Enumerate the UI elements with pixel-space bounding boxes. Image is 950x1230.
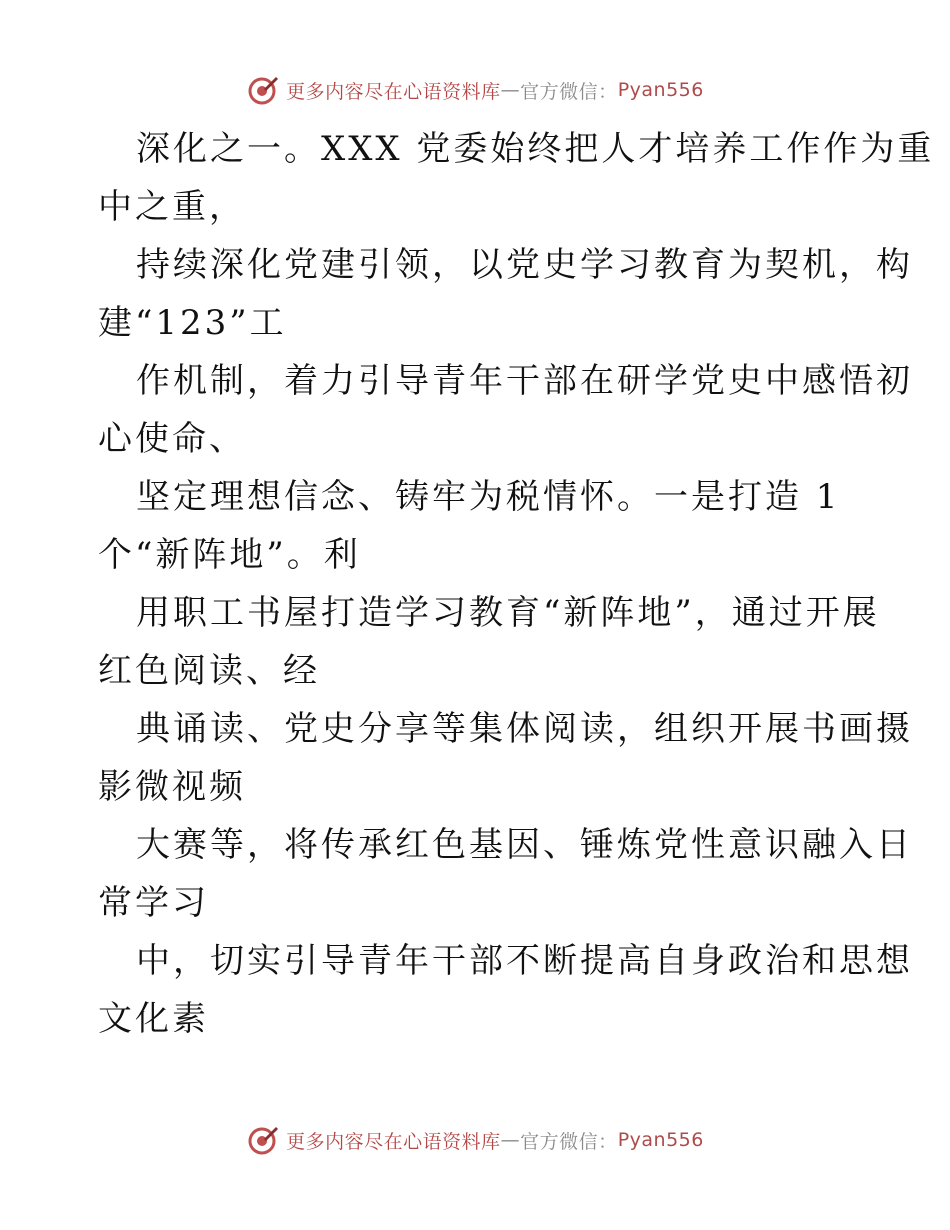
- body-line-16: 文化素: [98, 999, 209, 1039]
- body-line-4: 建“123”工: [98, 303, 287, 343]
- pen-logo-icon: [246, 73, 280, 107]
- body-line-2: 中之重，: [98, 187, 246, 227]
- body-line-11: 典诵读、党史分享等集体阅读，组织开展书画摄: [136, 709, 913, 749]
- body-line-1: 深化之一。XXX 党委始终把人才培养工作作为重: [136, 129, 935, 169]
- watermark-dash: —: [500, 1129, 521, 1151]
- watermark-wechat-id: Pyan556: [617, 79, 704, 101]
- watermark-main-text: 更多内容尽在心语资料库: [286, 80, 501, 103]
- watermark-main-text: 更多内容尽在心语资料库: [286, 1130, 501, 1153]
- watermark-wechat-label: 官方微信：: [520, 80, 618, 103]
- body-line-3: 持续深化党建引领，以党史学习教育为契机，构: [136, 245, 913, 285]
- body-line-8: 个“新阵地”。利: [98, 535, 361, 575]
- body-line-7: 坚定理想信念、铸牢为税情怀。一是打造 1: [136, 477, 841, 517]
- watermark-dash: —: [500, 79, 521, 101]
- watermark-wechat-label: 官方微信：: [520, 1130, 618, 1153]
- body-line-14: 常学习: [98, 883, 209, 923]
- body-line-9: 用职工书屋打造学习教育“新阵地”，通过开展: [136, 593, 880, 633]
- footer-watermark: [0, 1120, 950, 1160]
- header-watermark: [0, 70, 950, 110]
- body-line-10: 红色阅读、经: [98, 651, 320, 691]
- body-line-5: 作机制，着力引导青年干部在研学党史中感悟初: [136, 361, 913, 401]
- watermark-wechat-id: Pyan556: [617, 1129, 704, 1151]
- document-body: [98, 120, 935, 1048]
- pen-logo-icon: [246, 1123, 280, 1157]
- body-line-12: 影微视频: [98, 767, 246, 807]
- body-line-15: 中，切实引导青年干部不断提高自身政治和思想: [136, 941, 913, 981]
- body-line-13: 大赛等，将传承红色基因、锤炼党性意识融入日: [136, 825, 913, 865]
- body-line-6: 心使命、: [98, 419, 246, 459]
